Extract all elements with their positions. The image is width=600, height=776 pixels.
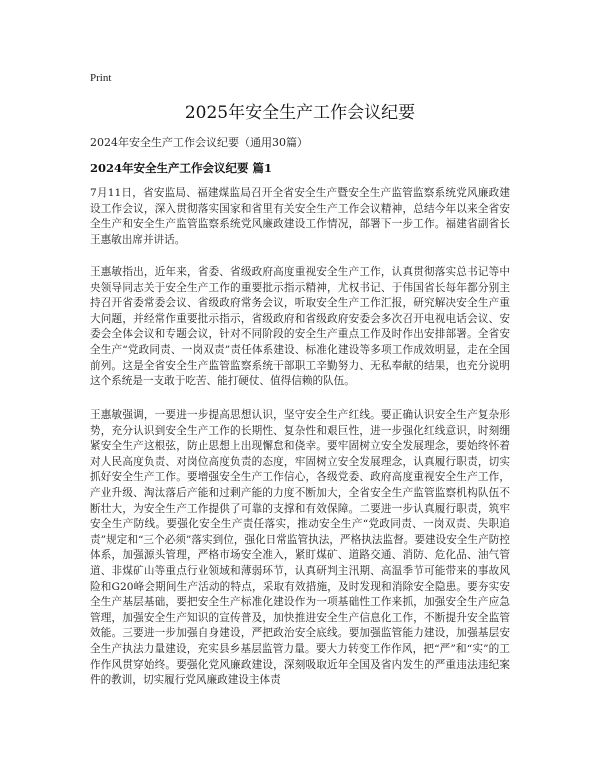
body-paragraph-2: 王惠敏指出，近年来，省委、省级政府高度重视安全生产工作，认真贯彻落实总书记等中央领导同志关于安全生产工作的重要批示指示精神，尤权书记、于伟国省长每年都分别主持召开省委常委会议、省级政府常务会议，听取安全生产工作汇报，研究解决安全生产重大问题，并经常作重要批示指示，省级政府和省级政府安委会多次召开电视电话会议、安委会全体会议和专题会议，针对不同阶段的安全生产重点工作及时作出安排部署。全省安全生产“党政同责、一岗双责”责任体系建设、标准化建设等多项工作成效明显，走在全国前列。这是全省安全生产监管监察系统干部职工辛勤努力、无私奉献的结果，也充分说明这个系统是一支敢于吃苦、能打硬仗、值得信赖的队伍。 xyxy=(90,266,510,388)
body-paragraph-3: 王惠敏强调，一要进一步提高思想认识，坚守安全生产红线。要正确认识安全生产复杂形势，充分认识到安全生产工作的长期性、复杂性和艰巨性，进一步强化红线意识，时刻绷紧安全生产这根弦，防止思想上出现懈怠和侥幸。要牢固树立安全发展理念，要始终怀着对人民高度负责、对岗位高度负责的态度，牢固树立安全发展理念，认真履行职责，切实抓好安全生产工作。要增强安全生产工作信心，各级党委、政府高度重视安全生产工作，产业升级、淘汰落后产能和过剩产能的力度不断加大，全省安全生产监管监察机构队伍不断壮大，为安全生产工作提供了可靠的支撑和有效保障。二要进一步认真履行职责，筑牢安全生产防线。要强化安全生产责任落实，推动安全生产“党政同责、一岗双责、失职追责”规定和“三个必须”落实到位，强化日常监管执法，严格执法监督。要建设安全生产防控体系，加强源头管理，严格市场安全准入，紧盯煤矿、道路交通、消防、危化品、油气管道、非煤矿山等重点行业领域和薄弱环节，认真研判主汛期、高温季节可能带来的事故风险和G20峰会期间生产活动的特点，采取有效措施，及时发现和消除安全隐患。要夯实安全生产基层基础，要把安全生产标准化建设作为一项基础性工作来抓，加强安全生产应急管理，加强安全生产知识的宣传普及，加快推进安全生产信息化工作，不断提升安全监管效能。三要进一步加强自身建设，严把政治安全底线。要加强监管能力建设，加强基层安全生产执法力量建设，充实县乡基层监管力量。要大力转变工作作风，把“严”和“实”的工作作风贯穿始终。要强化党风廉政建设，深刻吸取近年全国及省内发生的严重违法违纪案件的教训，切实履行党风廉政建设主体责 xyxy=(90,409,510,687)
page-title: 2025年安全生产工作会议纪要 xyxy=(184,103,416,123)
print-link[interactable]: Print xyxy=(90,72,112,84)
document-subtitle: 2024年安全生产工作会议纪要（通用30篇） xyxy=(90,136,308,149)
section-heading: 2024年安全生产工作会议纪要 篇1 xyxy=(90,161,273,175)
body-paragraph-1: 7月11日，省安监局、福建煤监局召开全省安全生产暨安全生产监管监察系统党风廉政建设工作会议，深入贯彻落实国家和省里有关安全生产工作会议精神，总结今年以来全省安全生产和安全生产监管监察系统党风廉政建设工作情况，部署下一步工作。福建省副省长王惠敏出席并讲话。 xyxy=(90,187,510,246)
